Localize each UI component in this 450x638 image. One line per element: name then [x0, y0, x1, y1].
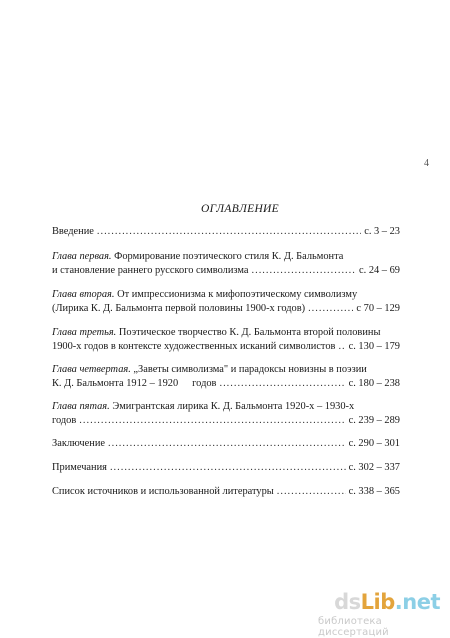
toc-ch5-line2: годов [52, 414, 77, 426]
leader-dots [219, 377, 345, 391]
toc-intro-title: Введение [52, 226, 94, 237]
toc-conclusion-pages: с. 290 – 301 [348, 438, 400, 449]
toc-notes-pages: с. 302 – 337 [348, 462, 400, 473]
leader-dots [110, 461, 346, 475]
toc-ch3-line2: 1900-х годов в контексте художественных исканий символистов [52, 340, 336, 352]
leader-dots [79, 414, 345, 428]
leader-dots [108, 437, 346, 451]
toc-intro-pages: с. 3 – 23 [364, 226, 400, 237]
leader-dots [338, 340, 345, 354]
watermark-subtitle: библиотека диссертаций [318, 616, 389, 638]
watermark-part-net: .net [394, 590, 440, 614]
toc-ch3-pages: с. 130 – 179 [348, 340, 400, 352]
toc-ch1-line2: и становление раннего русского символизма [52, 264, 249, 276]
toc-entry-conclusion [52, 437, 400, 451]
toc-ch4-line1: „Заветы символизма" и парадоксы новизны в поэзии [133, 364, 367, 375]
toc-sources-title: Список источников и использованной литературы [52, 486, 274, 497]
toc-ch3-label: Глава третья. [52, 327, 117, 338]
leader-dots [97, 225, 361, 239]
page-title: ОГЛАВЛЕНИЕ [201, 203, 279, 215]
watermark-part-ds: ds [334, 590, 361, 614]
toc-entry-chapter-4 [52, 363, 400, 390]
toc-entry-chapter-3 [52, 326, 400, 353]
toc-sources-pages: с. 338 – 365 [348, 486, 400, 497]
toc-entry-intro [52, 225, 400, 239]
toc-ch5-line1: Эмигрантская лирика К. Д. Бальмонта 1920-х – 1930-х [112, 401, 355, 412]
watermark-logo [318, 590, 448, 638]
toc-ch4-line2b: годов [192, 377, 217, 389]
toc-ch2-pages: с 70 – 129 [356, 302, 400, 314]
toc-ch3-line1: Поэтическое творчество К. Д. Бальмонта второй половины [118, 327, 381, 338]
toc-entry-chapter-5 [52, 400, 400, 427]
toc-notes-title: Примечания [52, 462, 107, 473]
toc-ch1-pages: с. 24 – 69 [359, 264, 400, 276]
toc-entry-notes [52, 461, 400, 475]
toc-ch4-line2a: К. Д. Бальмонта 1912 – 1920 [52, 377, 179, 389]
toc-entry-chapter-1 [52, 250, 400, 277]
toc-ch2-label: Глава вторая. [52, 289, 115, 300]
leader-dots [308, 302, 353, 316]
toc-ch1-line1: Формирование поэтического стиля К. Д. Бальмонта [114, 251, 344, 262]
leader-dots [277, 485, 346, 499]
leader-dots [252, 264, 357, 278]
toc-ch5-label: Глава пятая. [52, 401, 110, 412]
toc-ch2-line1: От импрессионизма к мифопоэтическому символизму [117, 289, 358, 300]
toc-ch4-label: Глава четвертая. [52, 364, 131, 375]
toc-ch5-pages: с. 239 – 289 [348, 414, 400, 426]
watermark-part-lib: Lib [360, 590, 395, 614]
toc-conclusion-title: Заключение [52, 438, 105, 449]
toc-ch1-label: Глава первая. [52, 251, 112, 262]
toc-ch2-line2: (Лирика К. Д. Бальмонта первой половины 1900-х годов) [52, 302, 306, 314]
toc-entry-sources [52, 485, 400, 499]
toc-entry-chapter-2 [52, 288, 400, 315]
toc-ch4-pages: с. 180 – 238 [348, 377, 400, 389]
corner-mark: 4 [424, 158, 429, 169]
